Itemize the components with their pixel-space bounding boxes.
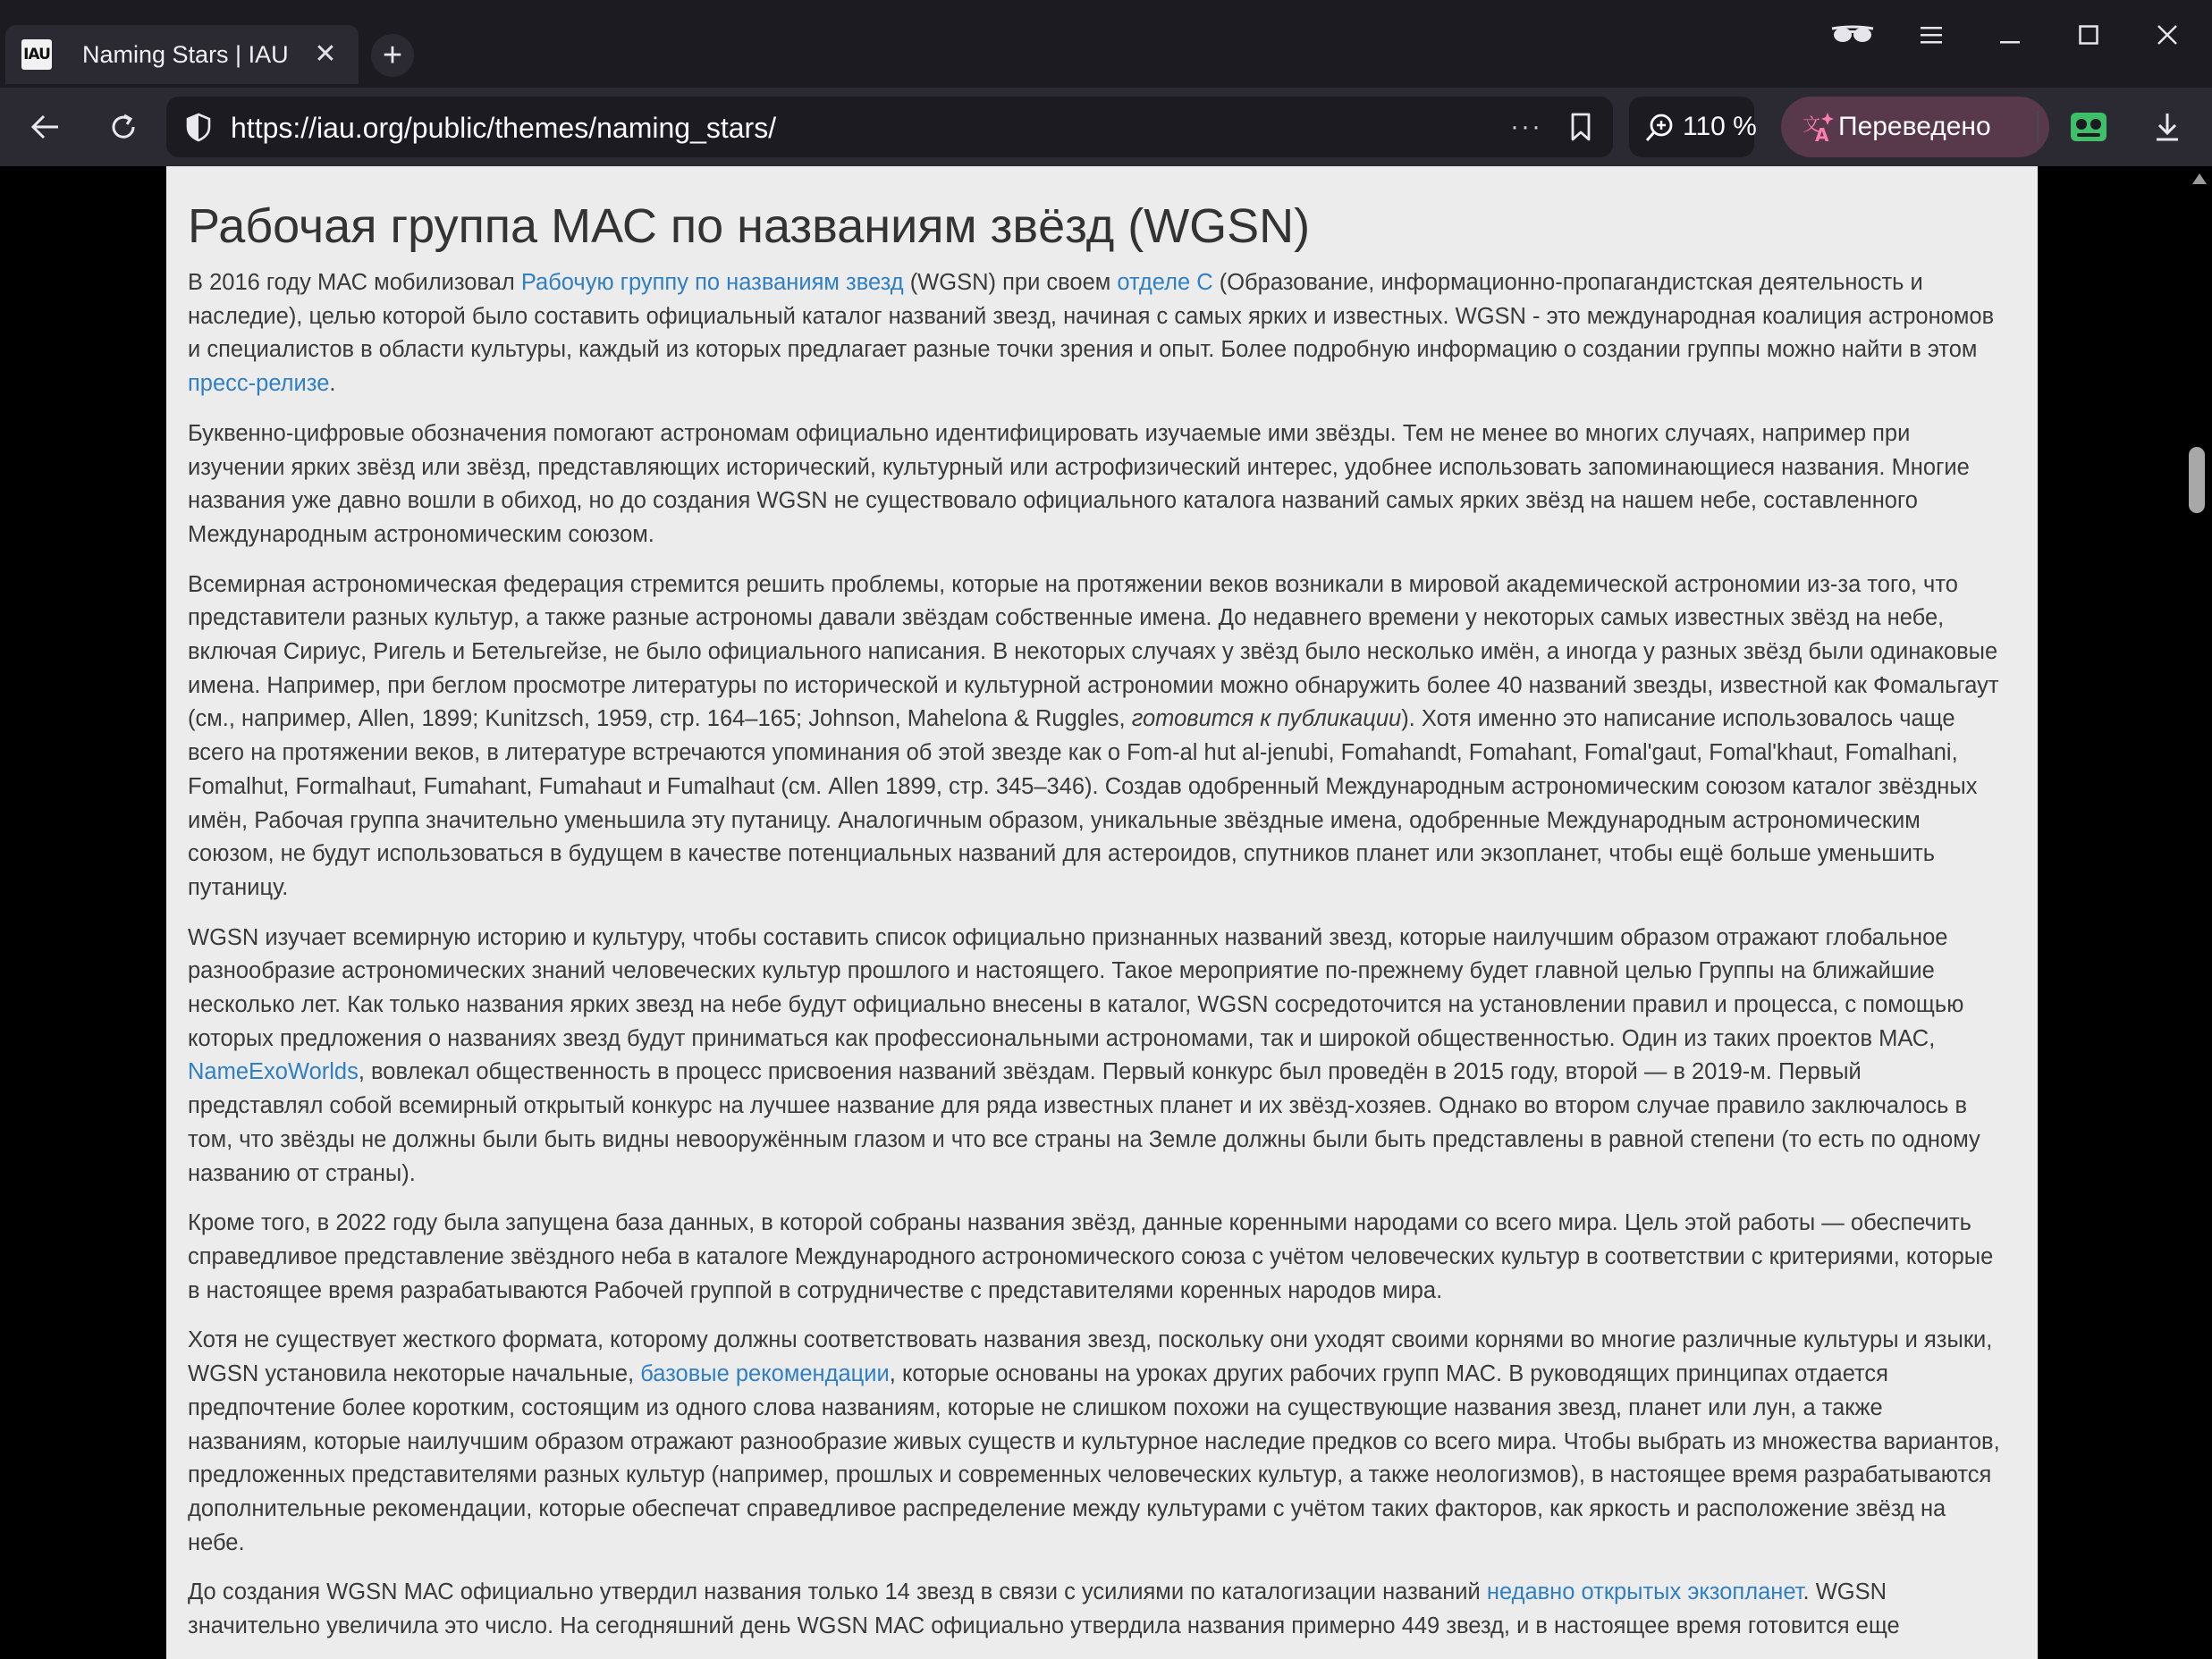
svg-text:文: 文 <box>1803 114 1820 135</box>
paragraph-fomalhaut <box>188 568 2003 905</box>
tab-naming-stars[interactable] <box>5 25 359 84</box>
text: В 2016 году МАС мобилизовал <box>188 270 521 295</box>
svg-text:A: A <box>1815 124 1829 145</box>
zoom-icon <box>1643 112 1676 144</box>
close-icon[interactable] <box>2140 13 2194 57</box>
paragraph-designations: Буквенно-цифровые обозначения помогают астрономам официально идентифицировать изучаемые ими звёзды. Тем не менее во многих случаях, например при изучении ярких звёзд или звёзд, представляющих исторический, культурный или астрофизический интерес, удобнее использовать запоминающиеся названия. Многие названия уже давно вошли в обиход, но до создания WGSN не существовало официального каталога названий самых ярких звёзд на нашем небе, составленного Международным астрономическим союзом. <box>188 420 1970 547</box>
tab-close-button[interactable]: ✕ <box>314 38 337 69</box>
paragraph-approved-names <box>188 1576 2003 1643</box>
paragraph-nameexoworlds <box>188 922 2003 1192</box>
iau-favicon-icon: IAU <box>21 39 52 70</box>
translate-icon <box>1801 111 1835 145</box>
page-title: Рабочая группа МАС по названиям звёзд (WGSN) <box>188 199 1311 253</box>
text: WGSN изучает всемирную историю и культуру, чтобы составить список официально признанных названий звезд, которые наилучшим образом отражают глобальное разнообразие астрономических знаний человеческих культур прошлого и настоящего. Такое мероприятие по-прежнему будет главной целью Группы на ближайшие несколько лет. Как только названия ярких звезд на небе будут официально внесены в каталог, WGSN сосредоточится на установлении правил и процесса, с помощью которых предложения о названиях звезд будут приниматься как профессиональными астрономами, так и широкой общественностью. Один из таких проектов МАС, <box>188 924 1964 1051</box>
text: , вовлекал общественность в процесс присвоения названий звёздам. Первый конкурс был проведён в 2015 году, второй — в 2019-м. Первый представлял собой всемирный открытый конкурс на лучшее название для ряда известных планет и их звёзд-хозяев. Однако во втором случае правило заключалось в том, что звёзды не должны были быть видны невооружённым глазом и что все страны на Земле должны были быть представлены в равной степени (то есть по одному названию от страны). <box>188 1059 1980 1186</box>
text: ). Хотя именно это написание использовалось чаще всего на протяжении веков, в литературе встречаются упоминания об этой звезде как о Fom-al hut al-jenubi, Fomahandt, Fomahant, Fomal'gaut, Fomal'khaut, Fomalhani, Fomalhut, Formalhaut, Fumahant, Fumahaut и Fumalhaut (см. Allen 1899, стр. 345–346). Создав одобренный Международным астрономическим союзом каталог звёздных имён, Рабочая группа значительно уменьшила эту путаницу. Аналогичным образом, уникальные звёздные имена, одобренные Международным астрономическим союзом, не будут использоваться в будущем в качестве потенциальных названий для астероидов, спутников планет или экзопланет, чтобы ещё больше уменьшить путаницу. <box>188 706 1978 900</box>
page-scrollbar[interactable] <box>2184 166 2212 1659</box>
link-division-c[interactable]: отделе C <box>1117 270 1213 295</box>
link-wgsn[interactable]: Рабочую группу по названиям звезд <box>520 270 904 295</box>
navigation-toolbar <box>0 88 2212 166</box>
text: Хотя не существует жесткого формата, которому должны соответствовать названия звезд, поскольку они уходят своими корнями во многие различные культуры и языки, WGSN установила некоторые начальные, <box>188 1327 1993 1387</box>
italic-text: готовится к публикации <box>1131 706 1402 732</box>
url-text[interactable]: https://iau.org/public/themes/naming_stars/ <box>231 112 777 144</box>
page-viewport[interactable] <box>0 166 2212 1659</box>
link-nameexoworlds[interactable]: NameExoWorlds <box>188 1059 359 1085</box>
new-tab-button[interactable]: + <box>371 34 414 77</box>
bookmark-icon[interactable] <box>1563 109 1599 145</box>
download-icon[interactable] <box>2140 100 2194 154</box>
text: До создания WGSN МАС официально утвердил названия только 14 звезд в связи с усилиями по каталогизации названий <box>188 1579 1487 1605</box>
extension-icon[interactable] <box>2062 100 2115 154</box>
scroll-up-arrow-icon[interactable] <box>2192 173 2207 184</box>
zoom-level: 110 % <box>1683 112 1757 141</box>
minimize-icon[interactable] <box>1983 13 2037 57</box>
text: (Образование, информационно-пропагандистская деятельность и наследие), целью которой было составить официальный каталог названий звезд, начиная с самых ярких и известных. WGSN - это международная коалиция астрономов и специалистов в области культуры, каждый из которых предлагает разные точки зрения и опыт. Более подробную информацию о создании группы можно найти в этом <box>188 270 1995 363</box>
paragraph-wgsn-intro <box>188 266 2003 401</box>
article-content <box>188 197 2003 1659</box>
toolbar-divider <box>2037 111 2039 143</box>
text: (WGSN) при своем <box>903 270 1118 295</box>
reload-icon[interactable] <box>97 100 150 154</box>
article-card <box>166 166 2038 1659</box>
translate-status: Переведено <box>1838 112 1991 141</box>
maximize-icon[interactable] <box>2062 13 2115 57</box>
link-guidelines[interactable]: базовые рекомендации <box>640 1361 890 1387</box>
shield-icon[interactable] <box>182 111 215 143</box>
paragraph-guidelines <box>188 1324 2003 1560</box>
reader-glasses-icon[interactable] <box>1826 13 1879 57</box>
translate-button[interactable] <box>1781 97 2049 157</box>
tab-title: Naming Stars | IAU <box>82 41 289 68</box>
link-press-release[interactable]: пресс-релизе <box>188 371 330 397</box>
link-exoplanets[interactable]: недавно открытых экзопланет <box>1486 1579 1803 1605</box>
scrollbar-thumb[interactable] <box>2189 447 2205 513</box>
address-bar[interactable] <box>166 97 1613 157</box>
zoom-button[interactable] <box>1629 97 1757 157</box>
page-actions-more-icon[interactable]: ··· <box>1510 112 1542 141</box>
tab-strip <box>0 0 2212 88</box>
text: . WGSN значительно увеличила это число. На сегодняшний день WGSN МАС официально утвердила названия примерно 449 звезд, и в настоящее время готовится еще <box>188 1579 1900 1639</box>
text: Всемирная астрономическая федерация стремится решить проблемы, которые на протяжении веков возникали в мировой академической астрономии из-за того, что представители разных культур, а также разные астрономы давали звёздам собственные имена. До недавнего времени у некоторых самых известных звёзд на небе, включая Сириус, Ригель и Бетельгейзе, не было официального написания. В некоторых случаях у звёзд было несколько имён, а иногда у разных звёзд были одинаковые имена. Например, при беглом просмотре литературы по исторической и культурной астрономии можно обнаружить более 40 названий звезды, известной как Фомальгаут (см., например, Allen, 1899; Kunitzsch, 1959, стр. 164–165; Johnson, Mahelona & Ruggles, <box>188 571 1999 732</box>
text: , которые основаны на уроках других рабочих групп МАС. В руководящих принципах отдается предпочтение более коротким, состоящим из одного слова названиям, которые не слишком похожи на существующие названия звезд, планет или лун, а также названиям, которые наилучшим образом отражают разнообразие живых существ и культурное наследие предков со всего мира. Чтобы выбрать из множества вариантов, предложенных представителями разных культур (например, прошлых и современных человеческих культур, а также неологизмов), в настоящее время разрабатываются дополнительные рекомендации, которые обеспечат справедливое распределение между культурами с учётом таких факторов, как яркость и расположение звёзд на небе. <box>188 1361 2000 1555</box>
back-arrow-icon[interactable] <box>18 100 72 154</box>
text: . <box>329 371 336 397</box>
paragraph-indigenous-database: Кроме того, в 2022 году была запущена база данных, в которой собраны названия звёзд, данные коренными народами со всего мира. Цель этой работы — обеспечить справедливое представление звёздного неба в каталоге Международного астрономического союза с учётом человеческих культур в соответствии с критериями, которые в настоящее время разрабатываются Рабочей группой в сотрудничестве с представителями коренных народов мира. <box>188 1210 1994 1303</box>
hamburger-menu-icon[interactable] <box>1904 13 1958 57</box>
